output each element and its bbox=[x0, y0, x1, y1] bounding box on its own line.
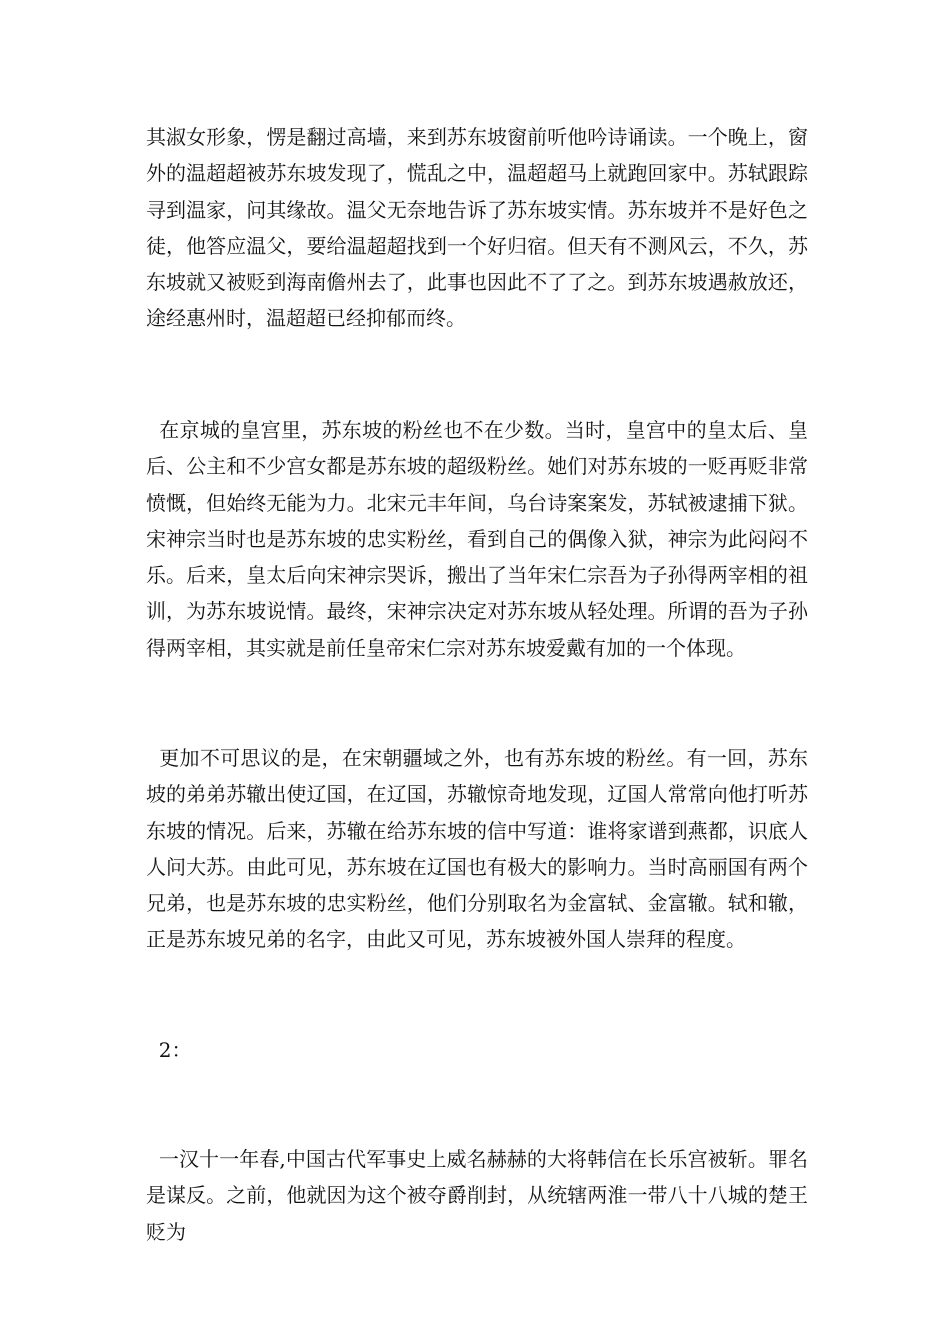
paragraph-foreign-fans: 更加不可思议的是，在宋朝疆域之外，也有苏东坡的粉丝。有一回，苏东坡的弟弟苏辙出使辽国，在辽国，苏辙惊奇地发现，辽国人常常向他打听苏东坡的情况。后来，苏辙在给苏东坡的信中写道：谁将家谱到燕都，识底人人问大苏。由此可见，苏东坡在辽国也有极大的影响力。当时高丽国有两个兄弟，也是苏东坡的忠实粉丝，他们分别取名为金富轼、金富辙。轼和辙，正是苏东坡兄弟的名字，由此又可见，苏东坡被外国人崇拜的程度。 bbox=[146, 746, 808, 952]
paragraph-su-dongpo-wen-chaochao: 其淑女形象，愣是翻过高墙，来到苏东坡窗前听他吟诗诵读。一个晚上，窗外的温超超被苏东坡发现了，慌乱之中，温超超马上就跑回家中。苏轼跟踪寻到温家，问其缘故。温父无奈地告诉了苏东坡实情。苏东坡并不是好色之徒，他答应温父，要给温超超找到一个好归宿。但天有不测风云，不久，苏东坡就又被贬到海南儋州去了，此事也因此不了了之。到苏东坡遇赦放还，途经惠州时，温超超已经抑郁而终。 bbox=[146, 125, 808, 331]
section-number: 2： bbox=[146, 1038, 192, 1062]
paragraph-imperial-palace-fans: 在京城的皇宫里，苏东坡的粉丝也不在少数。当时，皇宫中的皇太后、皇后、公主和不少宫女都是苏东坡的超级粉丝。她们对苏东坡的一贬再贬非常愤慨，但始终无能为力。北宋元丰年间，乌台诗案案发，苏轼被逮捕下狱。宋神宗当时也是苏东坡的忠实粉丝，看到自己的偶像入狱，神宗为此闷闷不乐。后来，皇太后向宋神宗哭诉，搬出了当年宋仁宗吾为子孙得两宰相的祖训，为苏东坡说情。最终，宋神宗决定对苏东坡从轻处理。所谓的吾为子孙得两宰相，其实就是前任皇帝宋仁宗对苏东坡爱戴有加的一个体现。 bbox=[146, 418, 808, 660]
paragraph-han-xin: 一汉十一年春,中国古代军事史上威名赫赫的大将韩信在长乐宫被斩。罪名是谋反。之前，他就因为这个被夺爵削封，从统辖两淮一带八十八城的楚王贬为 bbox=[146, 1147, 808, 1244]
